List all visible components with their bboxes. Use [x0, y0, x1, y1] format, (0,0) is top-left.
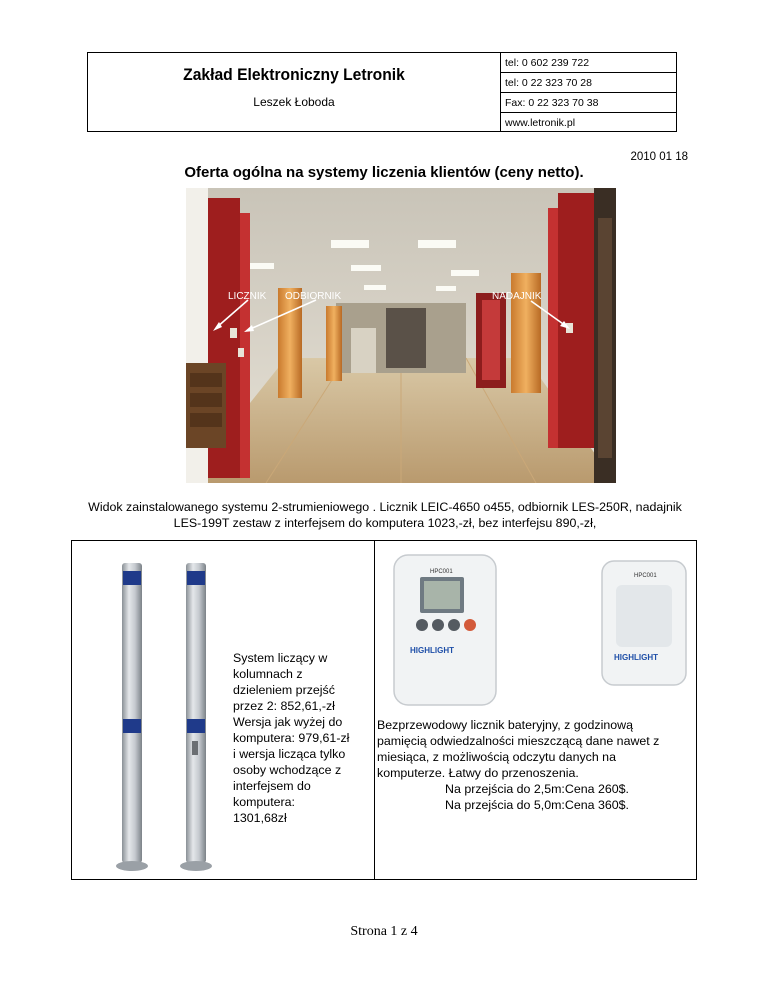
- website: www.letronik.pl: [505, 117, 576, 129]
- owner-name: Leszek Łoboda: [253, 95, 335, 109]
- caption-line-2: LES-199T zestaw z interfejsem do komputera 1023,-zł, bez interfejsu 890,-zł,: [173, 516, 597, 530]
- photo-label-nadajnik: NADAJNIK: [492, 291, 542, 302]
- phone-2: tel: 0 22 323 70 28: [501, 73, 676, 93]
- device-2-model: HPC001: [634, 573, 657, 579]
- fax: Fax: 0 22 323 70 38: [501, 93, 676, 113]
- phone-1: tel: 0 602 239 722: [501, 53, 676, 73]
- document-title: Oferta ogólna na systemy liczenia klientów (ceny netto).: [184, 164, 584, 181]
- store-entrance-photo: [186, 188, 616, 483]
- letterhead-company-cell: [88, 53, 501, 131]
- photo-label-licznik: LICZNIK: [228, 291, 267, 302]
- device-2-brand: HIGHLIGHT: [614, 653, 658, 662]
- wireless-description: Bezprzewodowy licznik bateryjny, z godzinową pamięcią odwiedzalności mieszczącą dane nawet z miesiąca, z możliwością odczytu danych na komputerze. Łatwy do przenoszenia. Na przejścia do 2,5m:Cena 260$. Na przejścia do 5,0m:Cena 360$.: [377, 717, 697, 813]
- price-2-5m: Na przejścia do 2,5m:Cena 260$.: [445, 782, 629, 796]
- wireless-counter-image: [384, 549, 694, 709]
- caption-line-1: Widok zainstalowanego systemu 2-strumieniowego . Licznik LEIC-4650 o455, odbiornik LES-250R, nadajnik: [88, 500, 682, 514]
- photo-label-odbiornik: ODBIORNIK: [285, 291, 342, 302]
- device-1-brand: HIGHLIGHT: [410, 646, 454, 655]
- photo-caption: [70, 499, 700, 531]
- price-5-0m: Na przejścia do 5,0m:Cena 360$.: [445, 798, 629, 812]
- company-name: Zakład Elektroniczny Letronik: [183, 65, 405, 84]
- product-table: [71, 540, 697, 880]
- letterhead-contacts: [501, 53, 676, 131]
- columns-description: System liczący w kolumnach z dzieleniem przejść przez 2: 852,61,-zł Wersja jak wyżej do komputera: 979,61-zł i wersja licząca tylko osoby wchodzące z interfejsem do komputera: 1301,68zł: [233, 651, 350, 825]
- page-number: Strona 1 z 4: [350, 924, 418, 939]
- document-date: 2010 01 18: [630, 151, 688, 163]
- letterhead: [87, 52, 677, 132]
- device-1-model: HPC001: [430, 569, 453, 575]
- counting-columns-image: [92, 559, 232, 875]
